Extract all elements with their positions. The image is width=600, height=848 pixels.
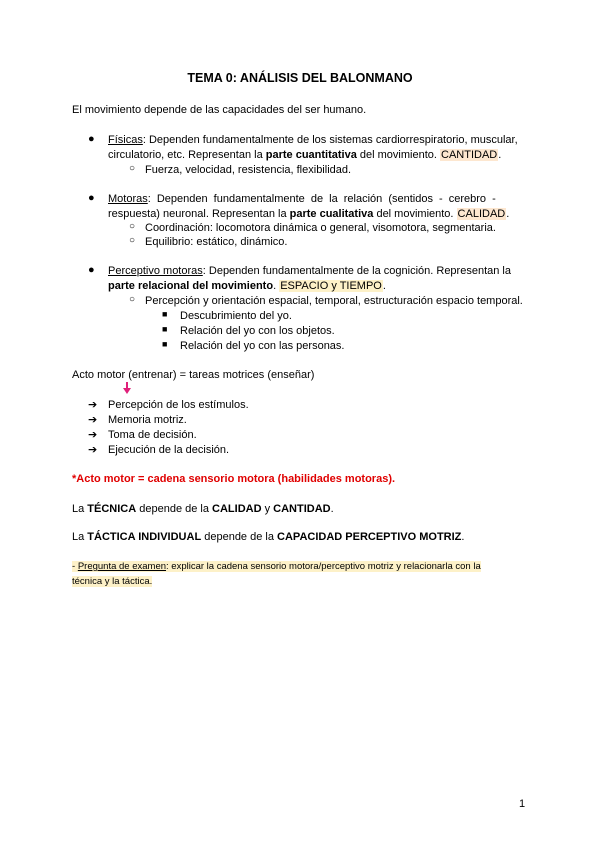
motoras-sub2: Equilibrio: estático, dinámico. [145,236,288,248]
perceptivo-line2b: parte relacional del movimiento [108,280,274,292]
right-arrow-icon: ➔ [88,444,98,456]
motoras-line2c: del movimiento. [373,208,457,220]
page-number: 1 [519,798,526,810]
perceptivo-item: Descubrimiento del yo. [180,310,292,322]
motoras-line1: : Dependen fundamentalmente de la relación (sentidos - cerebro - [147,193,496,205]
motoras-sub1: Coordinación: locomotora dinámica o general, visomotora, segmentaria. [145,222,496,234]
perceptivo-item: Relación del yo con las personas. [180,340,345,352]
fisicas-label: Físicas [108,134,143,146]
fisicas-line2c: del movimiento. [356,149,440,161]
perceptivo-item: Relación del yo con los objetos. [180,325,335,337]
bullet-icon: ● [88,133,95,145]
step-item: Ejecución de la decisión. [108,444,230,456]
exam-line1: : explicar la cadena sensorio motora/perceptivo motriz y relacionarla con la [166,561,481,572]
circle-bullet-icon: ○ [129,221,136,232]
bullet-icon: ● [88,264,95,276]
acto-motor-text: Acto motor (entrenar) = tareas motrices (enseñar) [72,369,315,381]
exam-line2: técnica y la táctica. [72,576,153,587]
circle-bullet-icon: ○ [129,294,136,305]
fisicas-tag: CANTIDAD [441,149,498,161]
fisicas-line2-end: . [498,149,502,161]
circle-bullet-icon: ○ [129,235,136,246]
motoras-label: Motoras [108,193,148,205]
fisicas-line2a: circulatorio, etc. Representan la [108,149,266,161]
intro-text: El movimiento depende de las capacidades del ser humano. [72,104,367,116]
perceptivo-sub1: Percepción y orientación espacial, temporal, estructuración espacio temporal. [145,295,523,307]
motoras-tag: CALIDAD [457,208,506,220]
right-arrow-icon: ➔ [88,414,98,426]
fisicas-sub1: Fuerza, velocidad, resistencia, flexibilidad. [145,164,352,176]
fisicas-line1: : Dependen fundamentalmente de los sistemas cardiorrespiratorio, muscular, [142,134,518,146]
step-item: Toma de decisión. [108,429,197,441]
motoras-line2-end: . [506,208,510,220]
motoras-line2a: respuesta) neuronal. Representan la [108,208,290,220]
right-arrow-icon: ➔ [88,399,98,411]
right-arrow-icon: ➔ [88,429,98,441]
exam-note: - Pregunta de examen: explicar la cadena sensorio motora/perceptivo motriz y relacionarla con la técnica y la táctica. [72,561,481,587]
perceptivo-label: Perceptivo motoras [108,265,203,277]
step-item: Memoria motriz. [108,414,187,426]
step-item: Percepción de los estímulos. [108,399,249,411]
tactica-sentence: La TÁCTICA INDIVIDUAL depende de la CAPACIDAD PERCEPTIVO MOTRIZ. [72,531,465,543]
square-bullet-icon: ■ [162,339,168,349]
down-arrow-icon [123,382,131,397]
page-title: TEMA 0: ANÁLISIS DEL BALONMANO [187,71,413,85]
perceptivo-line2-end: . [382,280,386,292]
tecnica-sentence: La TÉCNICA depende de la CALIDAD y CANTIDAD. [72,503,334,515]
exam-label: Pregunta de examen [77,561,167,572]
circle-bullet-icon: ○ [129,163,136,174]
square-bullet-icon: ■ [162,309,168,319]
perceptivo-tag: ESPACIO y TIEMPO [280,280,382,292]
perceptivo-line1: : Dependen fundamentalmente de la cognición. Representan la [202,265,511,277]
bullet-icon: ● [88,192,95,204]
perceptivo-line2c: . [273,280,280,292]
square-bullet-icon: ■ [162,324,168,334]
fisicas-line2b: parte cuantitativa [265,149,357,161]
acto-motor-highlight: *Acto motor = cadena sensorio motora (habilidades motoras). [72,473,396,485]
motoras-line2b: parte cualitativa [289,208,374,220]
